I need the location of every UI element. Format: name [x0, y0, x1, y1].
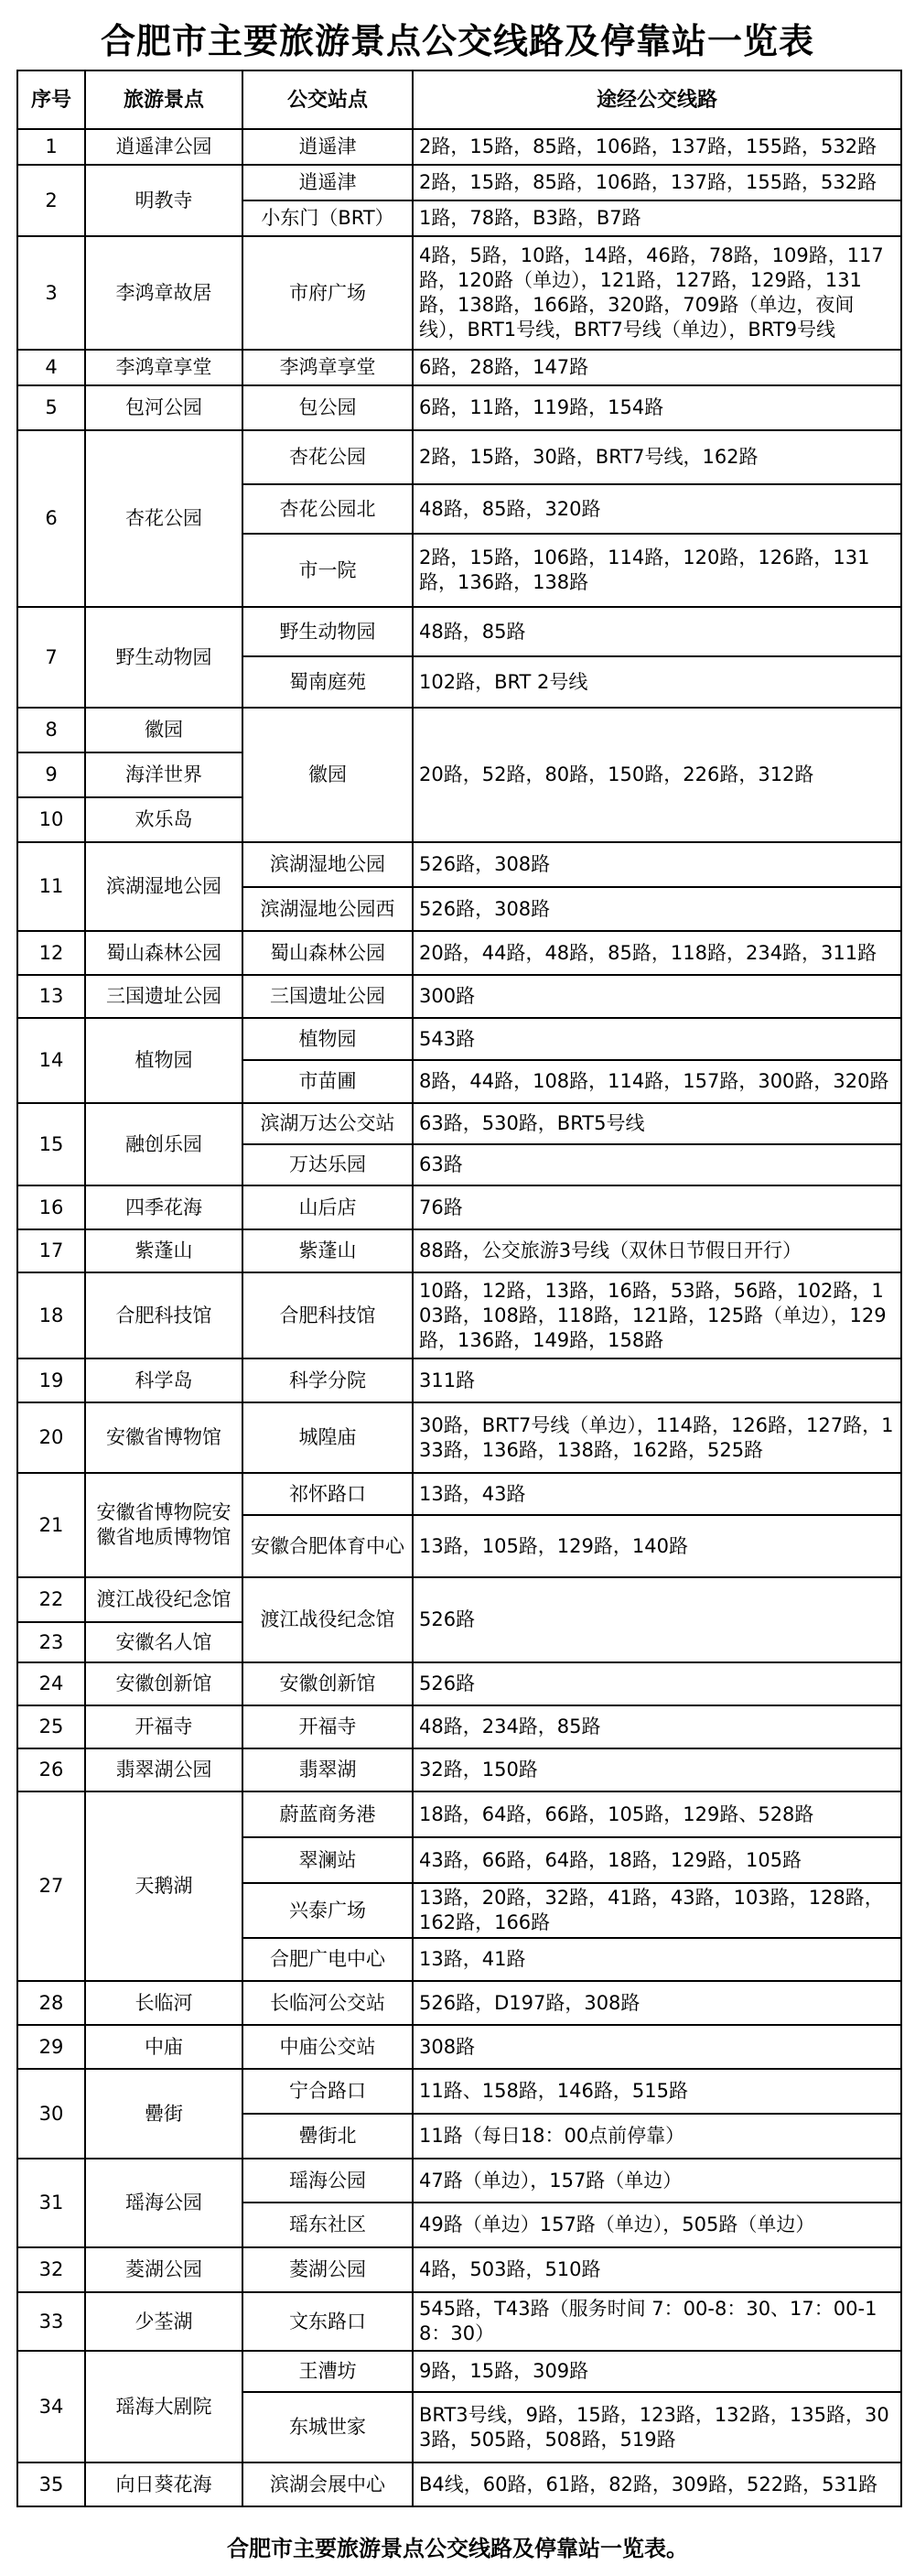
table-row: [17, 2292, 901, 2351]
bus-routes: 545路，T43路（服务时间 7：00-8：30、17：00-18：30）: [413, 2292, 901, 2351]
spot-name: 安徽名人馆: [85, 1622, 242, 1662]
bus-routes: 2路，15路，85路，106路，137路，155路，532路: [413, 129, 901, 165]
table-row: [17, 2159, 901, 2203]
table-row: [17, 1748, 901, 1791]
spot-name: 安徽省博物馆: [85, 1402, 242, 1473]
spot-number: 30: [17, 2069, 85, 2159]
bus-stop: 万达乐园: [242, 1144, 413, 1185]
bus-routes: 6路，28路，147路: [413, 350, 901, 385]
spot-name: 渡江战役纪念馆: [85, 1577, 242, 1622]
spot-name: 融创乐园: [85, 1103, 242, 1185]
bus-stop: 长临河公交站: [242, 1981, 413, 2025]
spot-number: 35: [17, 2462, 85, 2506]
bus-routes: 49路（单边）157路（单边），505路（单边）: [413, 2203, 901, 2247]
bus-stop: 东城世家: [242, 2392, 413, 2462]
bus-routes: 47路（单边），157路（单边）: [413, 2159, 901, 2203]
spot-number: 12: [17, 931, 85, 975]
table-row: [17, 607, 901, 656]
spot-name: 紫蓬山: [85, 1229, 242, 1272]
bus-routes: 300路: [413, 975, 901, 1018]
spot-name: 安徽创新馆: [85, 1662, 242, 1705]
bus-routes: 20路，44路，48路，85路，118路，234路，311路: [413, 931, 901, 975]
spot-number: 10: [17, 797, 85, 842]
bus-routes: 63路，530路，BRT5号线: [413, 1103, 901, 1144]
spot-number: 2: [17, 165, 85, 236]
spot-number: 16: [17, 1185, 85, 1229]
spot-name: 野生动物园: [85, 607, 242, 708]
bus-stop: 瑶东社区: [242, 2203, 413, 2247]
table-row: [17, 842, 901, 887]
bus-routes: 9路，15路，309路: [413, 2351, 901, 2392]
spot-number: 20: [17, 1402, 85, 1473]
bus-routes: 48路，85路: [413, 607, 901, 656]
bus-stop: 李鸿章享堂: [242, 350, 413, 385]
table-row: [17, 2069, 901, 2114]
spot-number: 33: [17, 2292, 85, 2351]
bus-stop: 城隍庙: [242, 1402, 413, 1473]
bus-stop: 合肥广电中心: [242, 1938, 413, 1981]
table-row: [17, 1662, 901, 1705]
spot-name: 少荃湖: [85, 2292, 242, 2351]
spot-name: 罍街: [85, 2069, 242, 2159]
bus-routes: 48路，85路，320路: [413, 484, 901, 534]
bus-routes: 30路，BRT7号线（单边），114路，126路，127路，133路，136路，138路，162路，525路: [413, 1402, 901, 1473]
spot-number: 22: [17, 1577, 85, 1622]
spot-number: 8: [17, 708, 85, 752]
bus-routes: 13路，41路: [413, 1938, 901, 1981]
spot-number: 25: [17, 1705, 85, 1748]
bus-routes: 526路: [413, 1577, 901, 1662]
spot-number: 14: [17, 1018, 85, 1103]
bus-stop: 安徽合肥体育中心: [242, 1515, 413, 1577]
bus-stop: 蔚蓝商务港: [242, 1791, 413, 1837]
bus-stop: 翡翠湖: [242, 1748, 413, 1791]
table-row: [17, 1705, 901, 1748]
table-row: [17, 1473, 901, 1515]
spot-name: 瑶海公园: [85, 2159, 242, 2247]
bus-stop: 小东门（BRT）: [242, 200, 413, 236]
table-row: [17, 1402, 901, 1473]
table-row: [17, 385, 901, 430]
spot-number: 15: [17, 1103, 85, 1185]
spot-number: 6: [17, 430, 85, 607]
spot-name: 开福寺: [85, 1705, 242, 1748]
spot-number: 24: [17, 1662, 85, 1705]
bus-routes: 2路，15路，30路，BRT7号线，162路: [413, 430, 901, 484]
spot-name: 植物园: [85, 1018, 242, 1103]
bus-routes: 1路，78路，B3路，B7路: [413, 200, 901, 236]
bus-routes: 2路，15路，106路，114路，120路，126路，131路，136路，138路: [413, 534, 901, 607]
route-table: [16, 70, 902, 2507]
spot-number: 34: [17, 2351, 85, 2462]
spot-name: 逍遥津公园: [85, 129, 242, 165]
table-row: [17, 931, 901, 975]
table-row: [17, 1577, 901, 1622]
table-row: [17, 1791, 901, 1837]
bus-stop: 蜀南庭苑: [242, 656, 413, 708]
bus-stop: 滨湖湿地公园西: [242, 887, 413, 931]
spot-number: 3: [17, 236, 85, 350]
bus-stop: 中庙公交站: [242, 2025, 413, 2069]
bus-routes: 13路，43路: [413, 1473, 901, 1515]
spot-number: 18: [17, 1272, 85, 1358]
bus-stop: 市苗圃: [242, 1060, 413, 1103]
bus-routes: 8路，44路，108路，114路，157路，300路，320路: [413, 1060, 901, 1103]
bus-routes: 526路: [413, 1662, 901, 1705]
spot-name: 翡翠湖公园: [85, 1748, 242, 1791]
bus-stop: 徽园: [242, 708, 413, 842]
spot-number: 1: [17, 129, 85, 165]
spot-number: 26: [17, 1748, 85, 1791]
header-no: 序号: [17, 70, 85, 129]
bus-stop: 滨湖湿地公园: [242, 842, 413, 887]
bus-routes: B4线，60路，61路，82路，309路，522路，531路: [413, 2462, 901, 2506]
table-body: [17, 129, 901, 2506]
bus-stop: 逍遥津: [242, 129, 413, 165]
bus-routes: 6路，11路，119路，154路: [413, 385, 901, 430]
table-row: [17, 708, 901, 752]
page-title: 合肥市主要旅游景点公交线路及停靠站一览表: [100, 21, 814, 61]
bus-stop: 紫蓬山: [242, 1229, 413, 1272]
spot-name: 杏花公园: [85, 430, 242, 607]
spot-name: 向日葵花海: [85, 2462, 242, 2506]
bus-routes: 13路，20路，32路，41路，43路，103路，128路，162路，166路: [413, 1883, 901, 1938]
spot-name: 欢乐岛: [85, 797, 242, 842]
spot-name: 天鹅湖: [85, 1791, 242, 1981]
spot-name: 滨湖湿地公园: [85, 842, 242, 931]
table-header-row: [17, 70, 901, 129]
header-spot: 旅游景点: [85, 70, 242, 129]
spot-name: 合肥科技馆: [85, 1272, 242, 1358]
bus-routes: 43路，66路，64路，18路，129路，105路: [413, 1837, 901, 1883]
spot-name: 李鸿章故居: [85, 236, 242, 350]
table-row: [17, 1103, 901, 1144]
bus-routes: 32路，150路: [413, 1748, 901, 1791]
table-row: [17, 1185, 901, 1229]
bus-routes: 76路: [413, 1185, 901, 1229]
spot-number: 23: [17, 1622, 85, 1662]
spot-number: 21: [17, 1473, 85, 1577]
bus-routes: 88路，公交旅游3号线（双休日节假日开行）: [413, 1229, 901, 1272]
bus-stop: 科学分院: [242, 1358, 413, 1402]
spot-name: 包河公园: [85, 385, 242, 430]
bus-stop: 渡江战役纪念馆: [242, 1577, 413, 1662]
spot-number: 17: [17, 1229, 85, 1272]
spot-number: 13: [17, 975, 85, 1018]
table-row: [17, 1229, 901, 1272]
table-row: [17, 1272, 901, 1358]
bus-stop: 宁合路口: [242, 2069, 413, 2114]
bus-stop: 杏花公园: [242, 430, 413, 484]
bus-routes: 18路，64路，66路，105路，129路、528路: [413, 1791, 901, 1837]
spot-name: 徽园: [85, 708, 242, 752]
spot-name: 安徽省博物院安徽省地质博物馆: [85, 1473, 242, 1577]
table-row: [17, 2462, 901, 2506]
footer-caption: 合肥市主要旅游景点公交线路及停靠站一览表。: [227, 2536, 688, 2561]
table-row: [17, 975, 901, 1018]
table-row: [17, 165, 901, 200]
bus-stop: 菱湖公园: [242, 2247, 413, 2292]
bus-routes: 2路，15路，85路，106路，137路，155路，532路: [413, 165, 901, 200]
bus-routes: 4路，5路，10路，14路，46路，78路，109路，117路，120路（单边），121路，127路，129路，131路，138路，166路，320路，709路（单边，夜间线），BRT1号线，BRT7号线（单边），BRT9号线: [413, 236, 901, 350]
table-row: [17, 2351, 901, 2392]
spot-name: 中庙: [85, 2025, 242, 2069]
bus-routes: 63路: [413, 1144, 901, 1185]
bus-stop: 包公园: [242, 385, 413, 430]
spot-number: 9: [17, 752, 85, 797]
header-stop: 公交站点: [242, 70, 413, 129]
table-row: [17, 1018, 901, 1060]
spot-name: 李鸿章享堂: [85, 350, 242, 385]
bus-routes: 311路: [413, 1358, 901, 1402]
bus-stop: 市一院: [242, 534, 413, 607]
bus-routes: 13路，105路，129路，140路: [413, 1515, 901, 1577]
bus-stop: 三国遗址公园: [242, 975, 413, 1018]
bus-stop: 翠澜站: [242, 1837, 413, 1883]
table-row: [17, 129, 901, 165]
table-row: [17, 1981, 901, 2025]
bus-routes: BRT3号线，9路，15路，123路，132路，135路，303路，505路，508路，519路: [413, 2392, 901, 2462]
bus-stop: 罍街北: [242, 2114, 413, 2159]
spot-number: 11: [17, 842, 85, 931]
spot-name: 科学岛: [85, 1358, 242, 1402]
spot-number: 28: [17, 1981, 85, 2025]
bus-routes: 11路（每日18：00点前停靠）: [413, 2114, 901, 2159]
bus-stop: 植物园: [242, 1018, 413, 1060]
table-row: [17, 2247, 901, 2292]
table-row: [17, 350, 901, 385]
bus-stop: 开福寺: [242, 1705, 413, 1748]
spot-number: 32: [17, 2247, 85, 2292]
bus-stop: 蜀山森林公园: [242, 931, 413, 975]
bus-stop: 王漕坊: [242, 2351, 413, 2392]
bus-routes: 308路: [413, 2025, 901, 2069]
bus-stop: 瑶海公园: [242, 2159, 413, 2203]
bus-routes: 11路、158路，146路，515路: [413, 2069, 901, 2114]
bus-routes: 20路，52路，80路，150路，226路，312路: [413, 708, 901, 842]
spot-name: 海洋世界: [85, 752, 242, 797]
bus-stop: 滨湖会展中心: [242, 2462, 413, 2506]
table-row: [17, 430, 901, 484]
spot-name: 明教寺: [85, 165, 242, 236]
spot-number: 27: [17, 1791, 85, 1981]
bus-routes: 543路: [413, 1018, 901, 1060]
bus-stop: 文东路口: [242, 2292, 413, 2351]
bus-routes: 526路，308路: [413, 842, 901, 887]
bus-stop: 祁怀路口: [242, 1473, 413, 1515]
spot-name: 蜀山森林公园: [85, 931, 242, 975]
bus-routes: 48路，234路，85路: [413, 1705, 901, 1748]
bus-stop: 野生动物园: [242, 607, 413, 656]
bus-stop: 合肥科技馆: [242, 1272, 413, 1358]
bus-stop: 滨湖万达公交站: [242, 1103, 413, 1144]
table-row: [17, 236, 901, 350]
header-routes: 途经公交线路: [413, 70, 901, 129]
spot-name: 四季花海: [85, 1185, 242, 1229]
table-row: [17, 2025, 901, 2069]
bus-routes: 4路，503路，510路: [413, 2247, 901, 2292]
bus-routes: 10路，12路，13路，16路，53路，56路，102路，103路，108路，118路，121路，125路（单边），129路，136路，149路，158路: [413, 1272, 901, 1358]
spot-name: 长临河: [85, 1981, 242, 2025]
bus-routes: 102路，BRT 2号线: [413, 656, 901, 708]
bus-stop: 市府广场: [242, 236, 413, 350]
spot-number: 7: [17, 607, 85, 708]
bus-routes: 526路，D197路，308路: [413, 1981, 901, 2025]
bus-stop: 逍遥津: [242, 165, 413, 200]
bus-stop: 山后店: [242, 1185, 413, 1229]
spot-number: 19: [17, 1358, 85, 1402]
spot-number: 5: [17, 385, 85, 430]
bus-stop: 安徽创新馆: [242, 1662, 413, 1705]
spot-number: 31: [17, 2159, 85, 2247]
spot-name: 三国遗址公园: [85, 975, 242, 1018]
spot-number: 29: [17, 2025, 85, 2069]
spot-number: 4: [17, 350, 85, 385]
bus-stop: 杏花公园北: [242, 484, 413, 534]
spot-name: 菱湖公园: [85, 2247, 242, 2292]
table-row: [17, 1358, 901, 1402]
bus-stop: 兴泰广场: [242, 1883, 413, 1938]
spot-name: 瑶海大剧院: [85, 2351, 242, 2462]
bus-routes: 526路，308路: [413, 887, 901, 931]
